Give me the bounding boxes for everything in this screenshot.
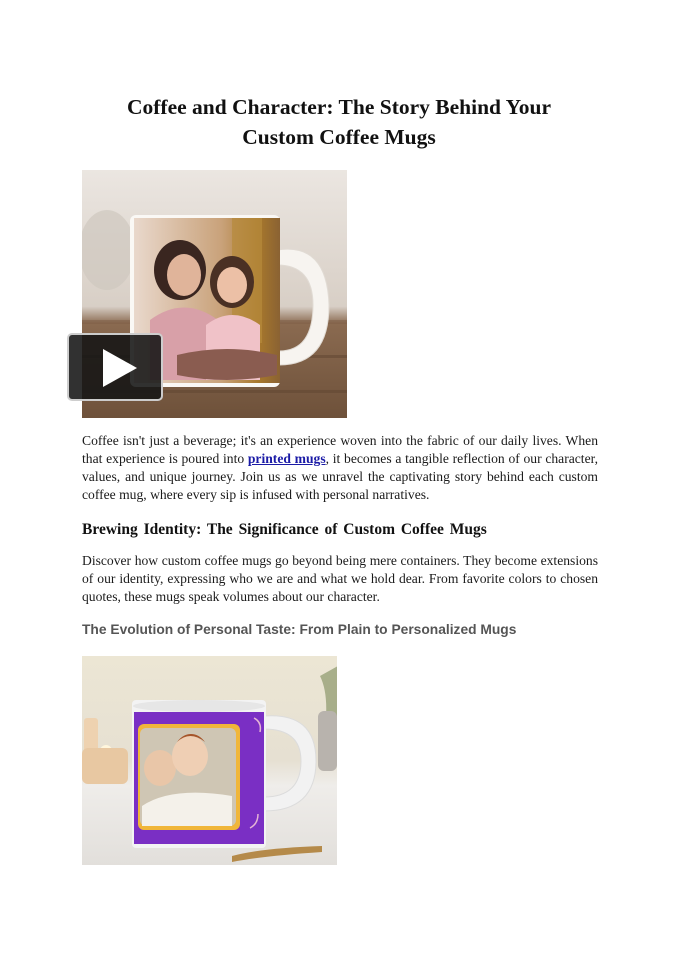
printed-mugs-link[interactable]: printed mugs xyxy=(247,451,326,466)
video-play-button[interactable] xyxy=(67,333,163,401)
title-line-2: Custom Coffee Mugs xyxy=(242,125,436,149)
page-title xyxy=(60,92,618,152)
purple-mug-illustration xyxy=(82,656,337,865)
section-heading-evolution: The Evolution of Personal Taste: From Plain to Personalized Mugs xyxy=(82,622,517,637)
section-heading-brewing-identity: Brewing Identity: The Significance of Custom Coffee Mugs xyxy=(82,521,487,538)
play-icon xyxy=(103,349,137,387)
intro-text-before-link: Coffee isn't just a beverage; it's an experience woven into the fabric of our daily lives. When that experience is poured into xyxy=(82,433,598,466)
title-line-1: Coffee and Character: The Story Behind Your xyxy=(126,95,551,119)
section-body-brewing-identity: Discover how custom coffee mugs go beyond being mere containers. They become extensions of our identity, expressing who we are and what we hold dear. From favorite colors to chosen quotes, these mugs speak volumes about our character. xyxy=(82,553,598,604)
purple-mug-image xyxy=(82,656,337,865)
intro-text-after-link: , it becomes a tangible reflection of our character, values, and unique journey. Join us as we unravel the captivating story behind each custom coffee mug, where every sip is infused with personal narratives. xyxy=(82,451,599,502)
intro-paragraph xyxy=(82,432,598,504)
